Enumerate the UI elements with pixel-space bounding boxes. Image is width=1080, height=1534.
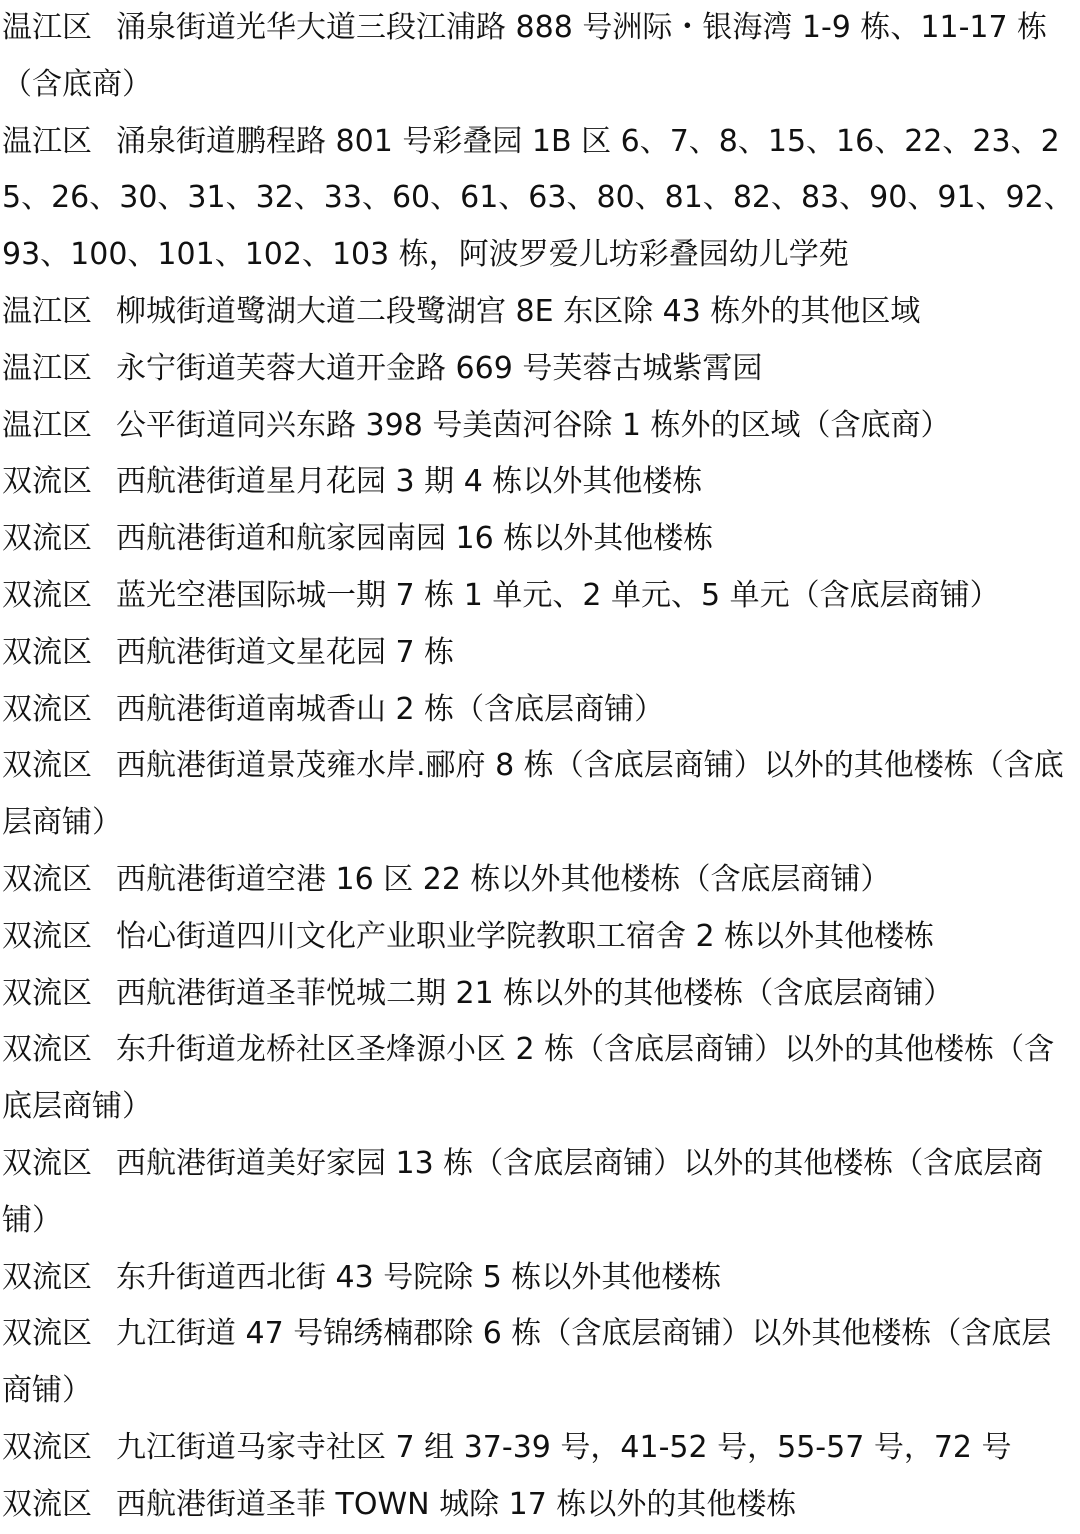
district-label: 温江区: [2, 10, 92, 45]
address-text: 涌泉街道光华大道三段江浦路 888 号洲际・银海湾 1-9 栋、11-17 栋（含底商）: [2, 10, 1048, 102]
list-item: [2, 114, 1080, 284]
district-label: 双流区: [2, 464, 92, 500]
address-text: 西航港街道文星花园 7 栋: [116, 634, 455, 670]
list-item: [2, 1477, 1080, 1534]
list-item: [2, 1136, 1080, 1250]
address-text: 公平街道同兴东路 398 号美茵河谷除 1 栋外的区域（含底商）: [116, 407, 951, 443]
list-item: [2, 625, 1080, 682]
district-label: 双流区: [2, 1032, 92, 1068]
district-label: 双流区: [2, 1145, 92, 1181]
list-item: [2, 1250, 1080, 1307]
address-text: 西航港街道空港 16 区 22 栋以外其他楼栋（含底层商铺）: [116, 861, 891, 897]
district-label: 温江区: [2, 293, 92, 329]
district-label: 温江区: [2, 123, 92, 159]
address-text: 永宁街道芙蓉大道开金路 669 号芙蓉古城紫霄园: [116, 350, 763, 386]
list-item: [2, 1306, 1080, 1420]
district-label: 双流区: [2, 1259, 92, 1295]
list-item: [2, 454, 1080, 511]
address-text: 西航港街道美好家园 13 栋（含底层商铺）以外的其他楼栋（含底层商铺）: [2, 1145, 1044, 1238]
address-text: 西航港街道圣菲 TOWN 城除 17 栋以外的其他楼栋: [116, 1486, 797, 1522]
address-text: 涌泉街道鹏程路 801 号彩叠园 1B 区 6、7、8、15、16、22、23、25、26、30、31、32、33、60、61、63、80、81、82、83、90、91、92、93、100、101、102、103 栋，阿波罗爱儿坊彩叠园幼儿学苑: [2, 123, 1074, 273]
list-item: [2, 0, 1080, 114]
address-text: 东升街道龙桥社区圣烽源小区 2 栋（含底层商铺）以外的其他楼栋（含底层商铺）: [2, 1032, 1055, 1125]
address-text: 西航港街道圣菲悦城二期 21 栋以外的其他楼栋（含底层商铺）: [116, 975, 954, 1011]
address-text: 东升街道西北街 43 号院除 5 栋以外其他楼栋: [116, 1259, 722, 1295]
list-item: [2, 341, 1080, 398]
district-label: 双流区: [2, 1486, 92, 1522]
district-label: 双流区: [2, 634, 92, 670]
address-text: 西航港街道南城香山 2 栋（含底层商铺）: [116, 691, 665, 727]
district-label: 双流区: [2, 577, 92, 613]
list-item: [2, 284, 1080, 341]
district-label: 温江区: [2, 350, 92, 386]
list-item: [2, 1420, 1080, 1477]
district-label: 双流区: [2, 1429, 92, 1465]
list-item: [2, 682, 1080, 739]
list-item: [2, 966, 1080, 1023]
address-text: 西航港街道景茂雍水岸.郦府 8 栋（含底层商铺）以外的其他楼栋（含底层商铺）: [2, 748, 1064, 841]
district-label: 双流区: [2, 691, 92, 727]
address-text: 蓝光空港国际城一期 7 栋 1 单元、2 单元、5 单元（含底层商铺）: [116, 577, 1000, 613]
list-item: [2, 398, 1080, 455]
list-item: [2, 1022, 1080, 1136]
list-item: [2, 568, 1080, 625]
address-text: 柳城街道鹭湖大道二段鹭湖宫 8E 东区除 43 栋外的其他区域: [116, 293, 921, 329]
address-text: 西航港街道星月花园 3 期 4 栋以外其他楼栋: [116, 464, 703, 500]
district-label: 双流区: [2, 1316, 92, 1352]
address-text: 九江街道 47 号锦绣楠郡除 6 栋（含底层商铺）以外其他楼栋（含底层商铺）: [2, 1316, 1052, 1409]
list-item: [2, 852, 1080, 909]
district-label: 双流区: [2, 861, 92, 897]
list-item: [2, 511, 1080, 568]
list-item: [2, 738, 1080, 852]
district-label: 温江区: [2, 407, 92, 443]
district-label: 双流区: [2, 748, 92, 784]
address-text: 怡心街道四川文化产业职业学院教职工宿舍 2 栋以外其他楼栋: [116, 918, 935, 954]
address-text: 九江街道马家寺社区 7 组 37-39 号，41-52 号，55-57 号，72 号: [116, 1429, 1012, 1465]
district-label: 双流区: [2, 521, 92, 557]
list-item: [2, 909, 1080, 966]
address-text: 西航港街道和航家园南园 16 栋以外其他楼栋: [116, 521, 714, 557]
district-label: 双流区: [2, 975, 92, 1011]
district-label: 双流区: [2, 918, 92, 954]
